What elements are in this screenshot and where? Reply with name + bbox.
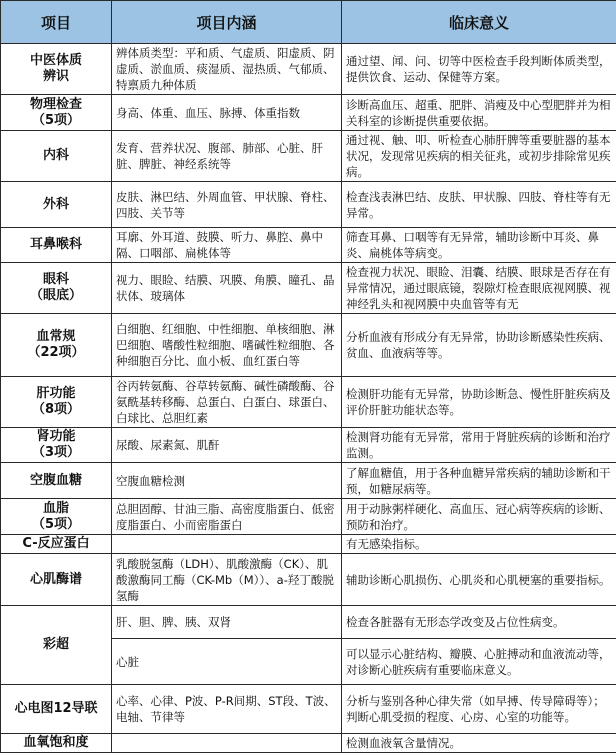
item-content: 身高、体重、血压、脉搏、体重指数 [112, 95, 342, 131]
table-row [1, 685, 616, 734]
row-item-eye [1, 263, 112, 314]
item-sub: （22项） [3, 345, 109, 361]
item-name: 物理检查 [3, 97, 109, 113]
header-meaning: 临床意义 [342, 1, 616, 44]
item-name: 中医体质 [3, 53, 109, 69]
item-sub: （8项） [3, 402, 109, 418]
table-row [1, 314, 616, 377]
item-content: 视力、眼睑、结膜、巩膜、角膜、瞳孔、晶状体、玻璃体 [112, 263, 342, 314]
item-content: 谷丙转氨酶、谷草转氨酶、碱性磷酸酶、谷氨酰基转移酶、总蛋白、白蛋白、球蛋白、白球比、总胆红素 [112, 377, 342, 428]
item-content: 尿酸、尿素氮、肌酐 [112, 428, 342, 463]
table-row [1, 606, 616, 639]
header-row [1, 1, 616, 44]
header-content: 项目内涵 [112, 1, 342, 44]
table-row [1, 499, 616, 535]
item-name: 心肌酶谱 [3, 572, 109, 588]
row-item-glucose [1, 463, 112, 499]
item-content: 肝、胆、脾、胰、双肾 [112, 606, 342, 639]
item-content [112, 734, 342, 753]
item-name: 眼科 [3, 272, 109, 288]
table-row [1, 377, 616, 428]
item-name: 耳鼻喉科 [3, 237, 109, 253]
item-meaning: 通过视、触、叩、听检查心肺肝脾等重要脏器的基本状况，发现常见疾病的相关征兆，或初步排除常见疾病。 [342, 131, 616, 182]
item-content: 发育、营养状况、腹部、肺部、心脏、肝脏、脾脏、神经系统等 [112, 131, 342, 182]
item-meaning: 筛查耳鼻、口咽等有无异常，辅助诊断中耳炎、鼻炎、扁桃体等病变。 [342, 228, 616, 263]
row-item-lipid [1, 499, 112, 535]
item-meaning: 辅助诊断心肌损伤、心肌炎和心肌梗塞的重要指标。 [342, 554, 616, 606]
item-meaning: 通过望、闻、问、切等中医检查手段判断体质类型，提供饮食、运动、保健等方案。 [342, 44, 616, 95]
table-row [1, 463, 616, 499]
row-item-crp [1, 535, 112, 554]
row-item-spo2 [1, 734, 112, 753]
item-sub: （眼底） [3, 288, 109, 304]
item-content: 总胆固醇、甘油三脂、高密度脂蛋白、低密度脂蛋白、小而密脂蛋白 [112, 499, 342, 535]
item-meaning: 用于动脉粥样硬化、高血压、冠心病等疾病的诊断、预防和治疗。 [342, 499, 616, 535]
row-item-internal [1, 131, 112, 182]
item-name: 血脂 [3, 501, 109, 517]
table-row [1, 131, 616, 182]
item-meaning: 检测肝功能有无异常，协助诊断急、慢性肝脏疾病及评价肝脏功能状态等。 [342, 377, 616, 428]
row-item-liver [1, 377, 112, 428]
item-name: 血常规 [3, 329, 109, 345]
item-meaning: 了解血糖值，用于各种血糖异常疾病的辅助诊断和干预，如糖尿病等。 [342, 463, 616, 499]
item-meaning: 检查各脏器有无形态学改变及占位性病变。 [342, 606, 616, 639]
table-row [1, 263, 616, 314]
table-row [1, 428, 616, 463]
item-name: C-反应蛋白 [3, 536, 109, 552]
item-meaning: 分析与鉴别各种心律失常（如早搏、传导障碍等）；判断心肌受损的程度、心房、心室的功能等。 [342, 685, 616, 734]
item-name: 血氧饱和度 [3, 735, 109, 751]
item-content [112, 535, 342, 554]
item-meaning: 分析血液有形成分有无异常，协助诊断感染性疾病、贫血、血液病等等。 [342, 314, 616, 377]
table-row [1, 554, 616, 606]
row-item-blood-routine [1, 314, 112, 377]
item-name: 肝功能 [3, 386, 109, 402]
table-row [1, 535, 616, 554]
item-sub: 辨识 [3, 69, 109, 85]
item-sub: （3项） [3, 445, 109, 461]
row-item-physical [1, 95, 112, 131]
item-meaning: 检查视力状况、眼睑、泪囊、结膜、眼球是否存在有异常情况，通过眼底镜，裂隙灯检查眼底视网膜、视神经乳头和视网膜中央血管等有无 [342, 263, 616, 314]
item-meaning: 诊断高血压、超重、肥胖、消瘦及中心型肥胖并为相关科室的诊断提供重要依据。 [342, 95, 616, 131]
table-row [1, 228, 616, 263]
item-meaning: 检查浅表淋巴结、皮肤、甲状腺、四肢、脊柱等有无异常。 [342, 182, 616, 228]
table-row [1, 95, 616, 131]
item-content: 心率、心律、P波、P-R间期、ST段、T波、电轴、节律等 [112, 685, 342, 734]
table-row [1, 734, 616, 753]
item-content: 心脏 [112, 639, 342, 685]
item-sub: （5项） [3, 113, 109, 129]
item-meaning: 可以显示心脏结构、瓣膜、心脏搏动和血液流动等，对诊断心脏疾病有重要临床意义。 [342, 639, 616, 685]
item-content: 白细胞、红细胞、中性细胞、单核细胞、淋巴细胞、嗜酸性粒细胞、嗜碱性粒细胞、各种细胞百分比、血小板、血红蛋白等 [112, 314, 342, 377]
row-item-ecg [1, 685, 112, 734]
table-row [1, 182, 616, 228]
item-content: 皮肤、淋巴结、外周血管、甲状腺、脊柱、四肢、关节等 [112, 182, 342, 228]
item-name: 肾功能 [3, 429, 109, 445]
item-name: 彩超 [3, 637, 109, 653]
row-item-surgery [1, 182, 112, 228]
table-row [1, 44, 616, 95]
item-name: 外科 [3, 197, 109, 213]
item-name: 心电图12导联 [3, 701, 109, 717]
item-meaning: 检测肾功能有无异常，常用于肾脏疾病的诊断和治疗监测。 [342, 428, 616, 463]
row-item-kidney [1, 428, 112, 463]
row-item-tcm [1, 44, 112, 95]
header-item: 项目 [1, 1, 112, 44]
item-name: 空腹血糖 [3, 473, 109, 489]
item-meaning: 检测血液氧含量情况。 [342, 734, 616, 753]
row-item-ent [1, 228, 112, 263]
item-content: 空腹血糖检测 [112, 463, 342, 499]
item-sub: （5项） [3, 517, 109, 533]
item-content: 辨体质类型：平和质、气虚质、阳虚质、阴虚质、淤血质、痰湿质、湿热质、气郁质、特禀质九种体质 [112, 44, 342, 95]
item-name: 内科 [3, 148, 109, 164]
item-content: 乳酸脱氢酶（LDH）、肌酸激酶（CK）、肌酸激酶同工酶（CK-Mb（M））、a-羟丁酸脱氢酶 [112, 554, 342, 606]
item-content: 耳廓、外耳道、鼓膜、听力、鼻腔、鼻中隔、口咽部、扁桃体等 [112, 228, 342, 263]
row-item-color-ultrasound [1, 606, 112, 685]
row-item-myocardial-enzyme [1, 554, 112, 606]
item-meaning: 有无感染指标。 [342, 535, 616, 554]
